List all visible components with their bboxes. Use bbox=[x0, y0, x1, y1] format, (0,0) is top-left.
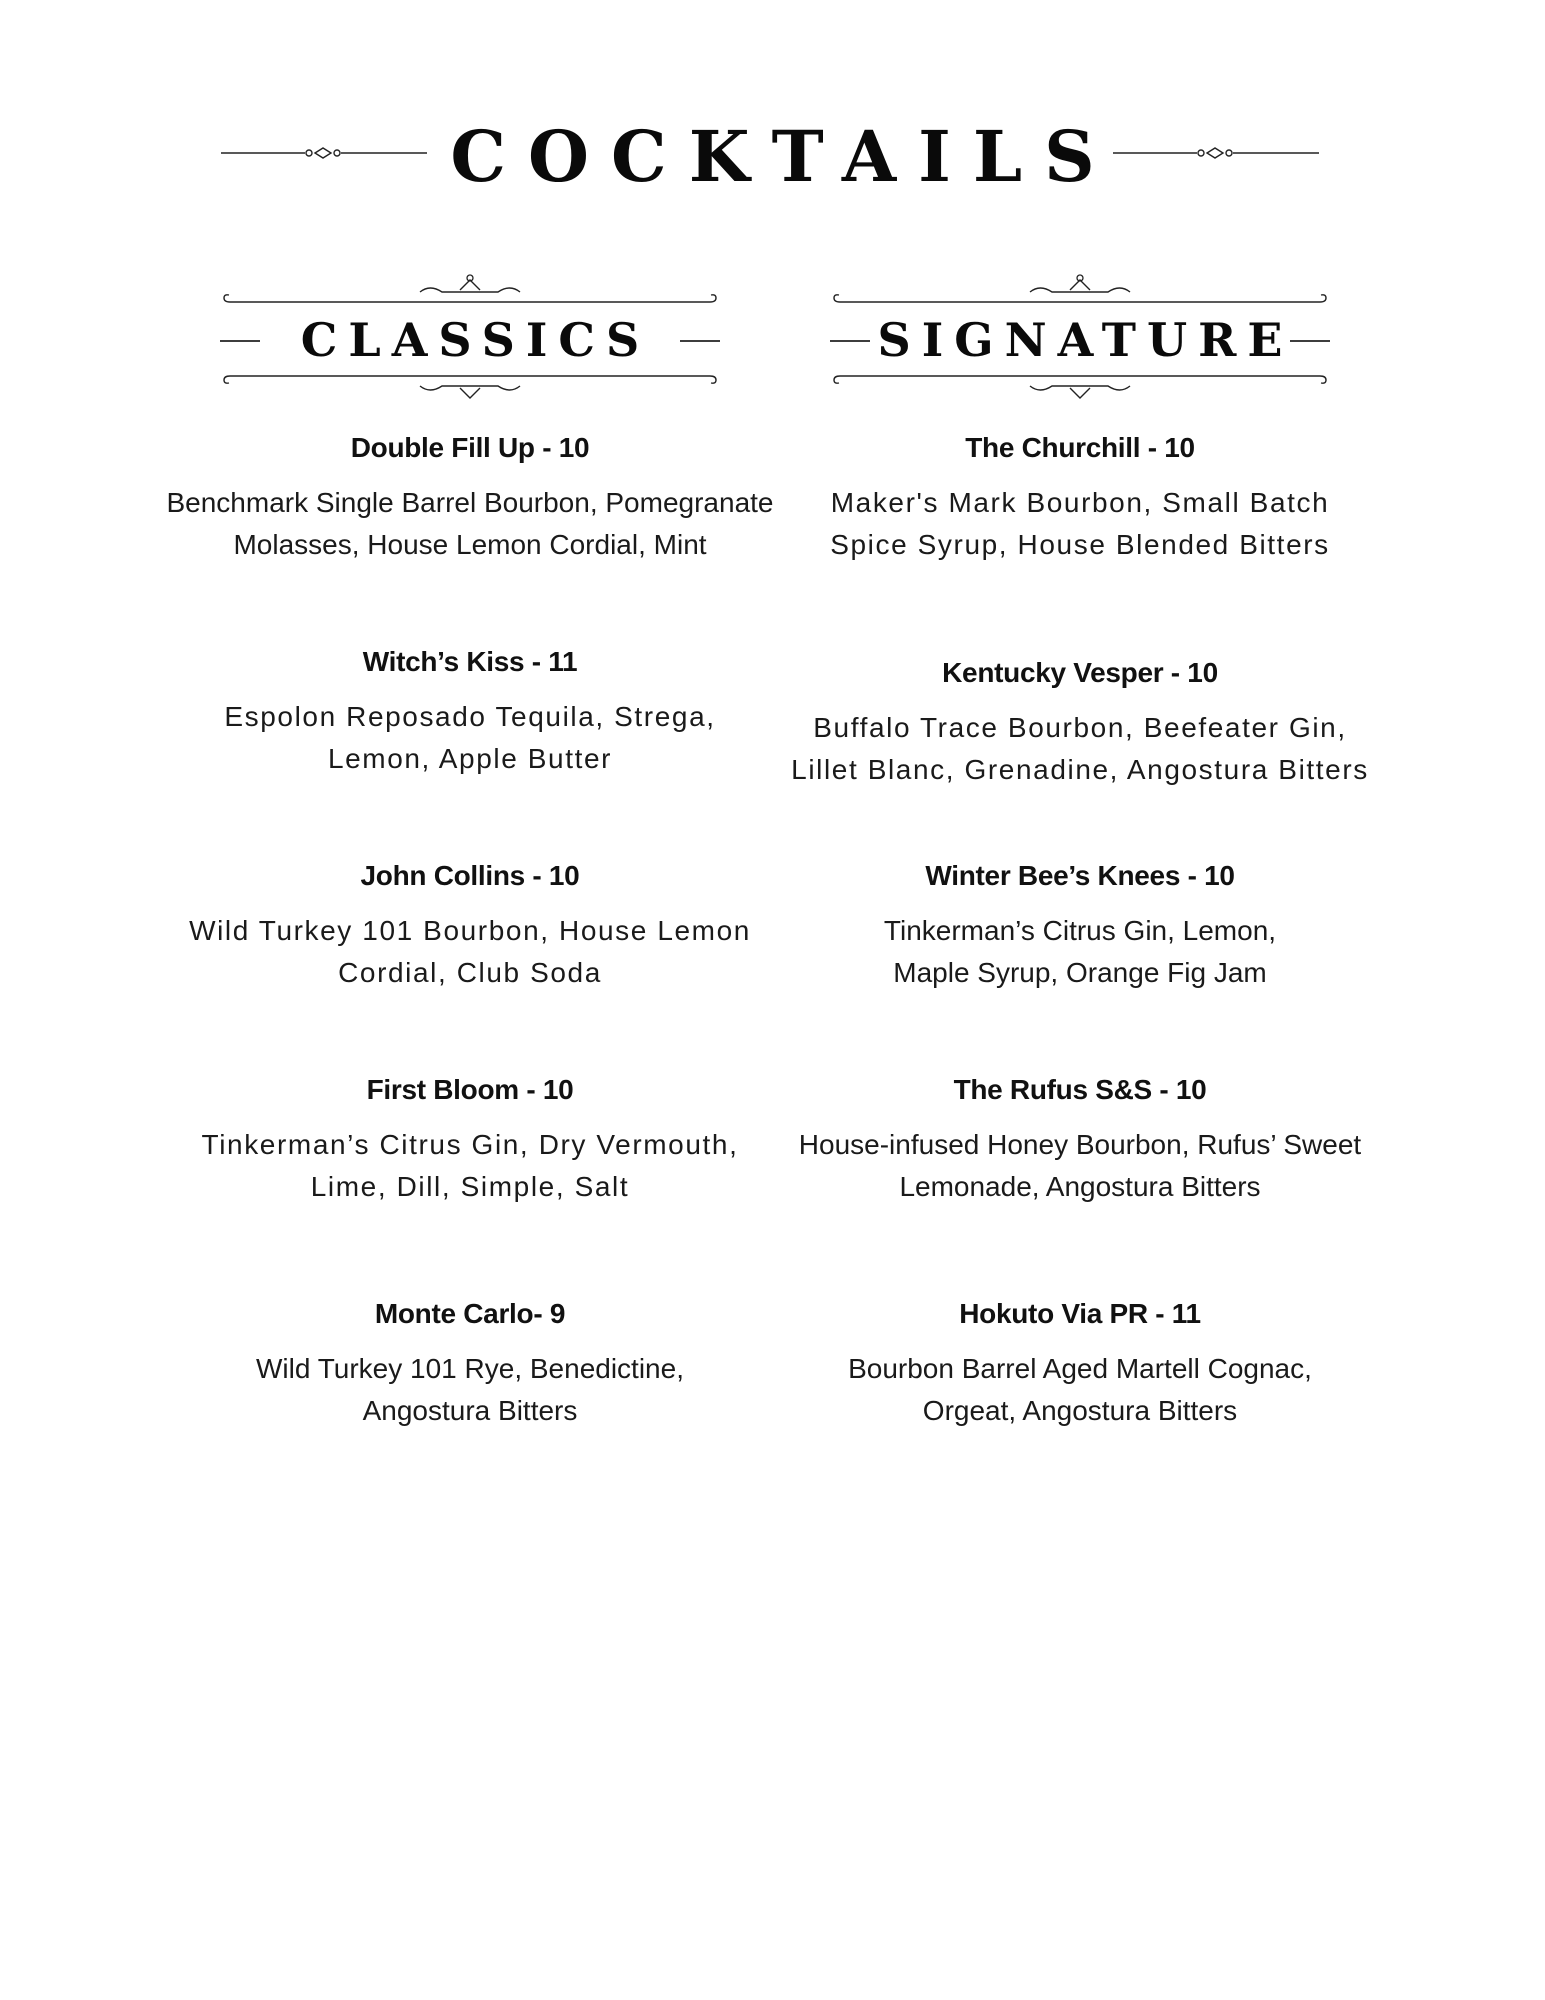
signature-section-header bbox=[830, 272, 1330, 402]
classics-heading: CLASSICS bbox=[300, 313, 651, 367]
item-name: First Bloom - 10 bbox=[366, 1074, 574, 1105]
menu-item bbox=[760, 1296, 1400, 1432]
menu-item bbox=[150, 1072, 790, 1208]
item-name: John Collins - 10 bbox=[360, 860, 580, 891]
item-name: The Churchill - 10 bbox=[965, 432, 1195, 463]
menu-item bbox=[760, 858, 1400, 994]
menu-item bbox=[150, 430, 790, 566]
item-name: Witch’s Kiss - 11 bbox=[362, 646, 578, 677]
item-name: Hokuto Via PR - 11 bbox=[959, 1298, 1201, 1329]
signature-heading: SIGNATURE bbox=[877, 313, 1294, 367]
item-description: Tinkerman’s Citrus Gin, Dry Vermouth, Lime, Dill, Simple, Salt bbox=[201, 1129, 739, 1202]
menu-item bbox=[760, 430, 1400, 566]
item-name: Double Fill Up - 10 bbox=[350, 432, 590, 463]
item-description: Wild Turkey 101 Bourbon, House Lemon Cordial, Club Soda bbox=[189, 915, 751, 988]
item-name: The Rufus S&S - 10 bbox=[953, 1074, 1207, 1105]
menu-item bbox=[150, 858, 790, 994]
item-description: Buffalo Trace Bourbon, Beefeater Gin, Lillet Blanc, Grenadine, Angostura Bitters bbox=[791, 712, 1369, 785]
menu-item bbox=[760, 655, 1400, 791]
item-description: Wild Turkey 101 Rye, Benedictine, Angostura Bitters bbox=[256, 1353, 684, 1426]
menu-item bbox=[760, 1072, 1400, 1208]
menu-item bbox=[150, 644, 790, 780]
item-description: Bourbon Barrel Aged Martell Cognac, Orgeat, Angostura Bitters bbox=[848, 1353, 1312, 1426]
menu-title: COCKTAILS bbox=[450, 115, 1117, 198]
item-description: Maker's Mark Bourbon, Small Batch Spice Syrup, House Blended Bitters bbox=[830, 487, 1330, 560]
item-name: Monte Carlo- 9 bbox=[374, 1298, 566, 1329]
item-description: Benchmark Single Barrel Bourbon, Pomegranate Molasses, House Lemon Cordial, Mint bbox=[166, 487, 774, 560]
item-description: Tinkerman’s Citrus Gin, Lemon, Maple Syrup, Orange Fig Jam bbox=[883, 915, 1277, 988]
classics-section-header bbox=[220, 272, 720, 402]
item-description: House-infused Honey Bourbon, Rufus’ Sweet Lemonade, Angostura Bitters bbox=[798, 1129, 1362, 1202]
item-name: Winter Bee’s Knees - 10 bbox=[925, 860, 1235, 891]
item-name: Kentucky Vesper - 10 bbox=[942, 657, 1218, 688]
item-description: Espolon Reposado Tequila, Strega, Lemon, Apple Butter bbox=[224, 701, 716, 774]
menu-item bbox=[150, 1296, 790, 1432]
